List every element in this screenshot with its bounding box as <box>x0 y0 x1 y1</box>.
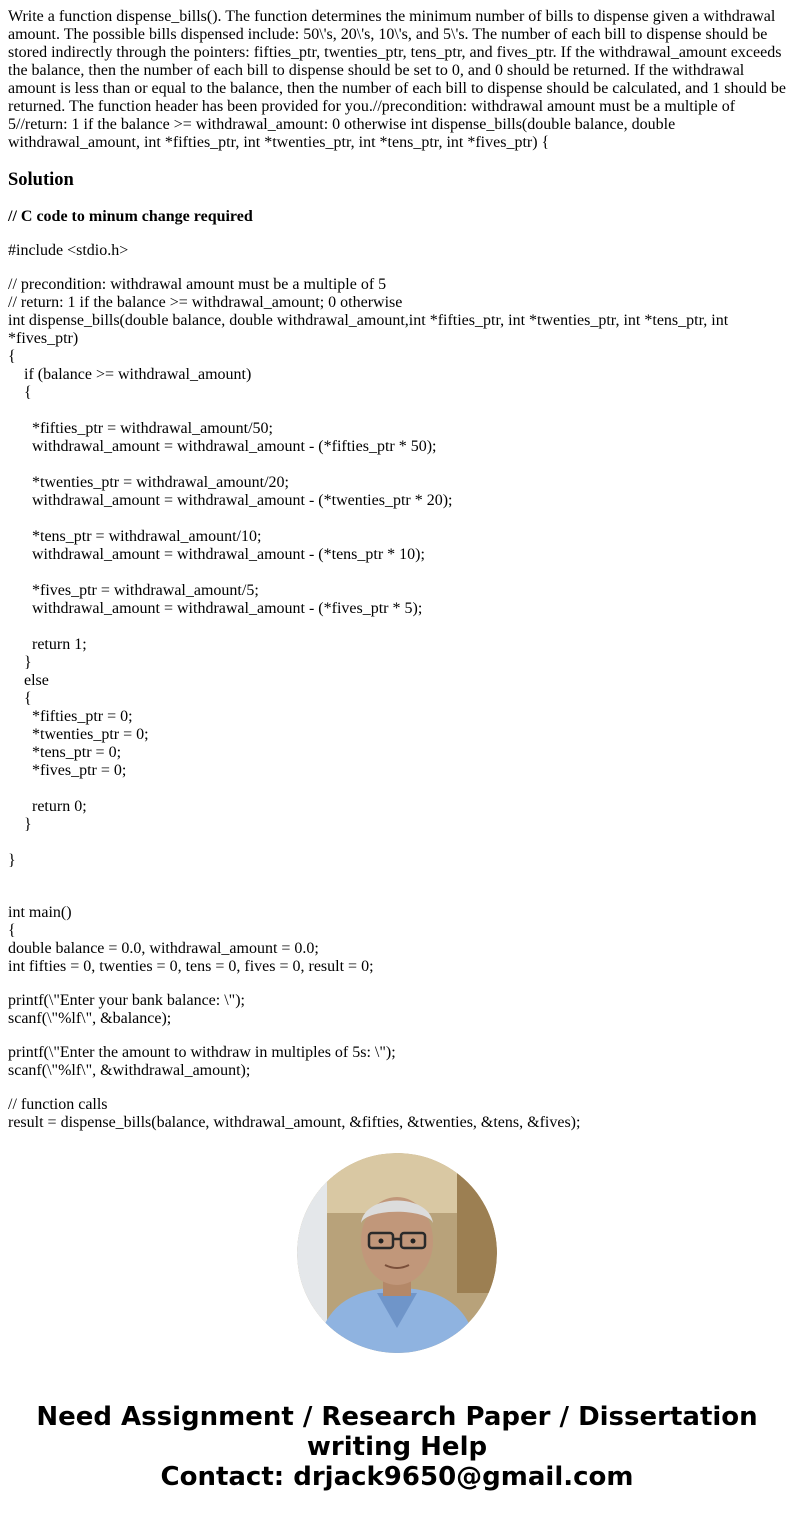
avatar <box>297 1153 497 1353</box>
document-body <box>8 8 786 1132</box>
code-block-function: // precondition: withdrawal amount must be a multiple of 5 // return: 1 if the balance >= withdrawal_amount; 0 otherwise int dispense_bills(double balance, double withdrawal_amount,int *fifties_ptr, int *twenties_ptr, int *tens_ptr, int *fives_ptr) { if (balance >= withdrawal_amount) { *fifties_ptr = withdrawal_amount/50; withdrawal_amount = withdrawal_amount - (*fifties_ptr * 50); *twenties_ptr = withdrawal_amount/20; withdrawal_amount = withdrawal_amount - (*twenties_ptr * 20); *tens_ptr = withdrawal_amount/10; withdrawal_amount = withdrawal_amount - (*tens_ptr * 10); *fives_ptr = withdrawal_amount/5; withdrawal_amount = withdrawal_amount - (*fives_ptr * 5); return 1; } else { *fifties_ptr = 0; *twenties_ptr = 0; *tens_ptr = 0; *fives_ptr = 0; return 0; } } <box>8 276 729 869</box>
code-block-withdraw-input: printf(\"Enter the amount to withdraw in multiples of 5s: \"); scanf(\"%lf\", &withdrawal_amount); <box>8 1044 396 1079</box>
code-comment-title: // C code to minum change required <box>8 208 253 225</box>
contact-banner <box>0 1402 794 1492</box>
solution-heading: Solution <box>8 170 74 190</box>
code-block-include: #include <stdio.h> <box>8 242 129 259</box>
question-text: Write a function dispense_bills(). The function determines the minimum number of bills to dispense given a withdrawal amount. The possible bills dispensed include: 50\'s, 20\'s, 10\'s, and 5\'s. The number of each bill to dispense should be stored indirectly through the pointers: fifties_ptr, twenties_ptr, tens_ptr, and fives_ptr. If the withdrawal_amount exceeds the balance, then the number of each bill to dispense should be set to 0, and 0 should be returned. If the withdrawal amount is less than or equal to the balance, then the number of each bill to dispense should be calculated, and 1 should be returned. The function header has been provided for you.//precondition: withdrawal amount must be a multiple of 5//return: 1 if the balance >= withdrawal_amount: 0 otherwise int dispense_bills(double balance, double withdrawal_amount, int *fifties_ptr, int *twenties_ptr, int *tens_ptr, int *fives_ptr) { <box>8 8 787 151</box>
code-block-balance-input: printf(\"Enter your bank balance: \"); scanf(\"%lf\", &balance); <box>8 992 245 1027</box>
code-block-main: int main() { double balance = 0.0, withdrawal_amount = 0.0; int fifties = 0, twenties = 0, tens = 0, fives = 0, result = 0; <box>8 904 374 975</box>
code-block-function-call: // function calls result = dispense_bills(balance, withdrawal_amount, &fifties, &twenties, &tens, &fives); <box>8 1096 581 1131</box>
banner-line-1: Need Assignment / Research Paper / Dissertation <box>36 1402 758 1432</box>
person-photo-icon <box>297 1153 497 1353</box>
banner-line-2: writing Help <box>306 1432 488 1462</box>
banner-contact-email: Contact: drjack9650@gmail.com <box>160 1462 634 1492</box>
